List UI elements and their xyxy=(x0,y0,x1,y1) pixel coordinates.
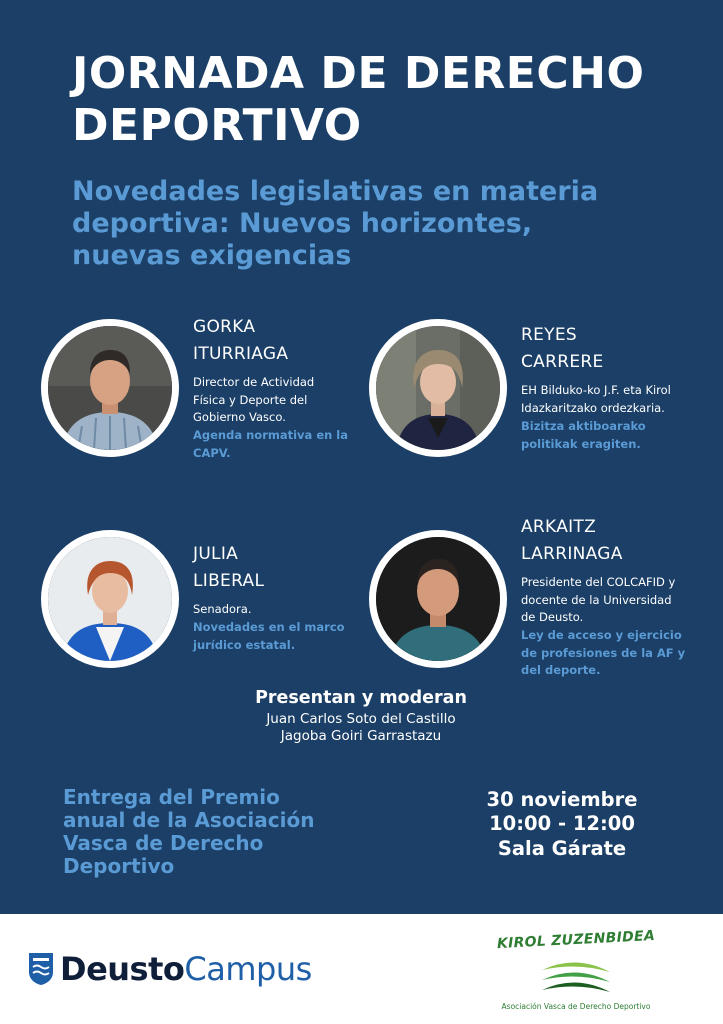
kirol-zuzenbidea-wordmark: KIROL ZUZENBIDEA xyxy=(496,927,656,953)
speaker-photo-liberal xyxy=(41,530,179,668)
speaker-name-iturriaga: GORKA ITURRIAGA xyxy=(193,317,289,364)
sponsor-footer xyxy=(0,914,723,1024)
award-announcement: Entrega del Premio anual de la Asociación Vasca de Derecho Deportivo xyxy=(63,785,315,878)
speaker-role-liberal: Senadora. xyxy=(193,602,252,616)
event-subtitle: Novedades legislativas en materia deportiva: Nuevos horizontes, nuevas exigencias xyxy=(72,176,599,271)
portrait-woman-icon xyxy=(48,537,172,661)
speaker-role-carrere: EH Bilduko-ko J.F. eta Kirol Idazkaritzako ordezkaria. xyxy=(521,383,671,415)
speaker-role-larrinaga: Presidente del COLCAFID y docente de la Universidad de Deusto. xyxy=(521,575,676,624)
speaker-topic-iturriaga: Agenda normativa en la CAPV. xyxy=(193,428,349,460)
portrait-man-icon xyxy=(48,326,172,450)
speaker-role-iturriaga: Director de Actividad Física y Deporte del Gobierno Vasco. xyxy=(193,375,315,424)
event-title: JORNADA DE DERECHO DEPORTIVO xyxy=(72,48,645,151)
speaker-topic-carrere: Bizitza aktiboarako politikak eragiten. xyxy=(521,419,646,451)
kirol-zuzenbidea-tagline: Asociación Vasca de Derecho Deportivo xyxy=(501,1002,651,1011)
moderator-name: Jagoba Goiri Garrastazu xyxy=(280,728,442,744)
event-date: 30 noviembre xyxy=(486,788,638,811)
deusto-campus-logo xyxy=(28,944,312,994)
event-time: 10:00 - 12:00 xyxy=(489,812,635,835)
moderator-name: Juan Carlos Soto del Castillo xyxy=(266,711,456,727)
deusto-shield-icon xyxy=(28,952,54,986)
speaker-name-liberal: JULIA LIBERAL xyxy=(193,544,265,591)
speaker-photo-larrinaga xyxy=(369,530,507,668)
speaker-name-larrinaga: ARKAITZ LARRINAGA xyxy=(521,517,623,564)
speaker-topic-larrinaga: Ley de acceso y ejercicio de profesiones de la AF y del deporte. xyxy=(521,628,686,677)
campus-wordmark: Campus xyxy=(184,950,312,988)
kirol-zuzenbidea-logo xyxy=(486,927,666,1024)
speaker-photo-iturriaga xyxy=(41,319,179,457)
speaker-photo-carrere xyxy=(369,319,507,457)
deusto-wordmark: Deusto xyxy=(60,950,185,988)
portrait-man-icon xyxy=(376,537,500,661)
moderators-heading: Presentan y moderan xyxy=(255,688,467,708)
speaker-topic-liberal: Novedades en el marco jurídico estatal. xyxy=(193,620,345,652)
event-place: Sala Gárate xyxy=(497,837,627,860)
portrait-woman-icon xyxy=(376,326,500,450)
swoosh-emblem-icon xyxy=(536,956,616,996)
speaker-name-carrere: REYES CARRERE xyxy=(521,325,604,372)
